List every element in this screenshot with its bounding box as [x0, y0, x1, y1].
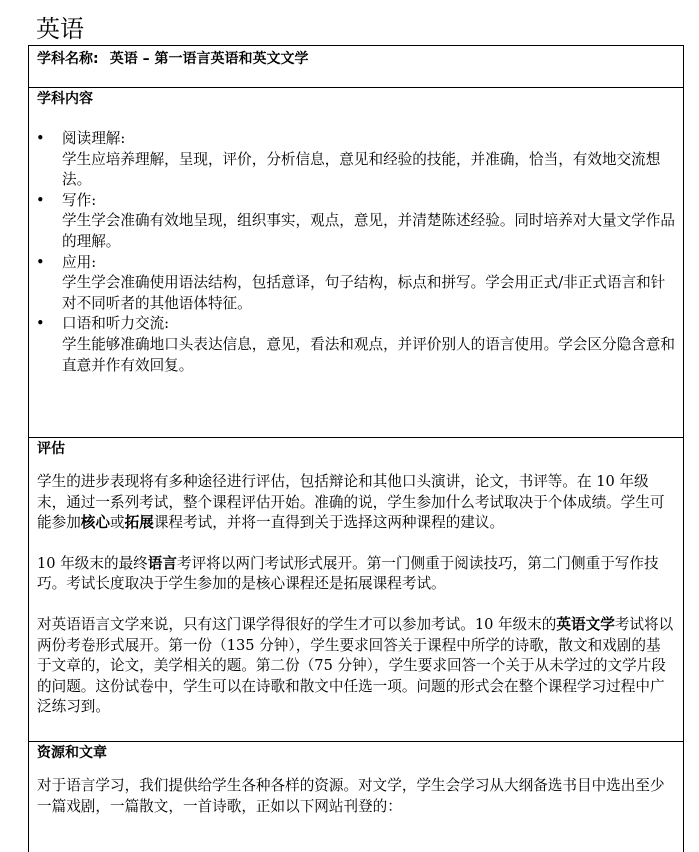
page-title: 英语 [36, 15, 84, 43]
item-text: 学生学会准确使用语法结构，包括意译，句子结构，标点和拼写。学会用正式/非正式语言和针对不同听者的其他语体特征。 [62, 274, 666, 312]
resources-heading: 资源和文章 [37, 745, 107, 761]
text-run: 课程考试，并将一直得到关于选择这两种课程的建议。 [153, 514, 505, 532]
text-run: 10 年级末的最终 [37, 554, 148, 572]
bullet-icon: • [36, 315, 45, 333]
item-title: 应用: [62, 253, 97, 271]
item-text: 学生能够准确地口头表达信息，意见，看法和观点，并评价别人的语言使用。学会区分隐含意和直意并作有效回复。 [62, 335, 675, 374]
text-run: 学生的进步表现将有多种途径进行评估，包括辩论和其他口头演讲，论文，书评等。在 10 年级末，通过一系列考试，整个课程评估开始。准确的说，学生参加什么考试取决于个体成绩。学生可能参加 [37, 473, 665, 532]
content-section [29, 88, 683, 438]
assessment-paragraph-2 [37, 554, 675, 595]
item-title: 阅读理解: [62, 130, 126, 147]
assessment-section [29, 438, 683, 742]
text-run: 考评将以两门考试形式展开。第一门侧重于阅读技巧，第二门侧重于写作技巧。考试长度取决于学生参加的是核心课程还是拓展课程考试。 [37, 554, 659, 593]
bullet-icon: • [36, 130, 45, 147]
item-text: 学生学会准确有效地呈现，组织事实，观点，意见，并清楚陈述经验。同时培养对大量文学作品的理解。 [62, 212, 675, 250]
list-item [37, 253, 675, 315]
assessment-paragraph-3 [37, 615, 675, 718]
item-text: 学生应培养理解，呈现，评价，分析信息，意见和经验的技能，并准确，恰当，有效地交流想法。 [62, 150, 661, 189]
text-run: 或 [110, 514, 125, 532]
item-title: 写作: [62, 191, 97, 209]
text-run: 考试将以两份考卷形式展开。第一份（135 分钟），学生要求回答关于课程中所学的诗歌，散文和戏剧的基于文章的，论文，美学相关的题。第二份（75 分钟），学生要求回答一个关于从未学过的文学片段的问题。这份试卷中，学生可以在诗歌和散文中任选一项。问题的形式会在整个课程学习过程中广泛练习到。 [37, 615, 674, 716]
content-list [37, 129, 675, 376]
bullet-icon: • [36, 253, 45, 271]
extended-term: 拓展 [124, 514, 154, 532]
list-item [37, 129, 675, 191]
assessment-paragraph-1 [37, 472, 675, 534]
text-run: 对英语语言文学来说，只有这门课学得很好的学生才可以参加考试。10 年级末的 [37, 615, 557, 633]
subject-name-row [29, 46, 683, 88]
resources-section [29, 742, 683, 852]
literature-term: 英语文学 [556, 615, 615, 633]
language-term: 语言 [147, 554, 177, 572]
subject-name-label: 学科名称: [37, 51, 99, 67]
core-term: 核心 [80, 514, 110, 532]
list-item [37, 314, 675, 376]
item-title: 口语和听力交流: [62, 315, 170, 333]
bullet-icon: • [36, 191, 45, 209]
subject-name-value: 英语 – 第一语言英语和英文文学 [109, 51, 309, 67]
resources-paragraph: 对于语言学习，我们提供给学生各种各样的资源。对文学，学生会学习从大纲备选书目中选出至少一篇戏剧，一篇散文，一首诗歌，正如以下网站刊登的： [37, 777, 665, 815]
content-heading: 学科内容 [37, 91, 93, 107]
assessment-heading: 评估 [37, 441, 65, 457]
list-item [37, 191, 675, 253]
subject-table [28, 45, 684, 852]
